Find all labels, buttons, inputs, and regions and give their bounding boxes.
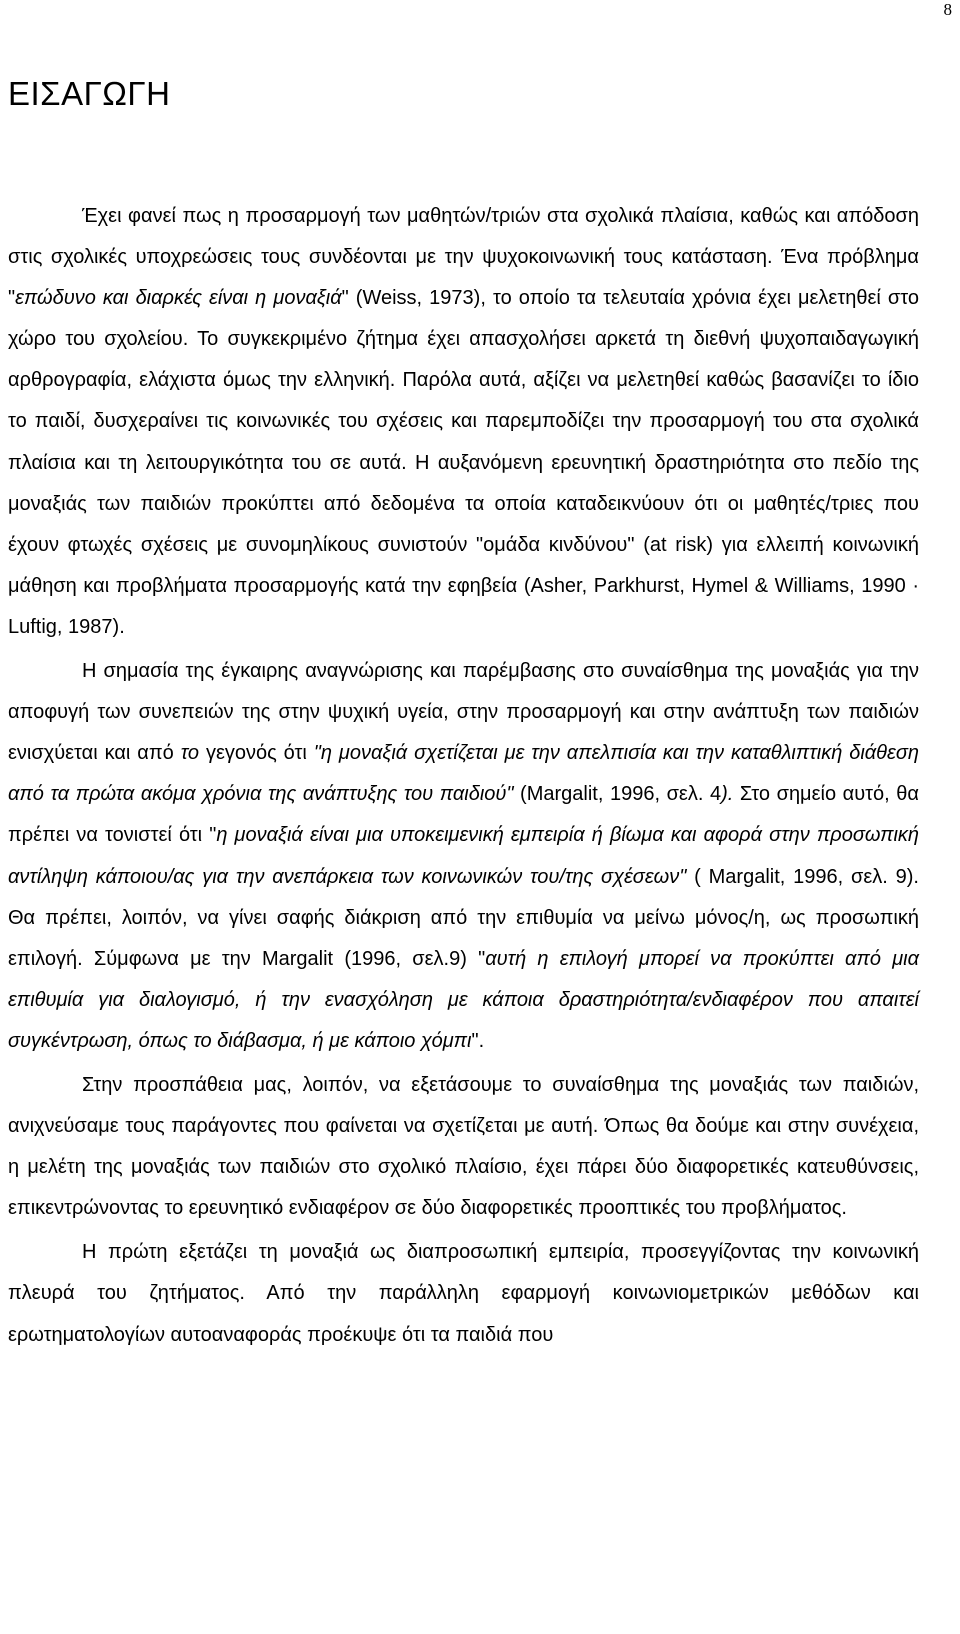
paragraph — [8, 196, 919, 648]
paragraph — [8, 1232, 919, 1355]
text-run: γεγονός ότι — [199, 742, 314, 765]
text-run: Η σημασία της έγκαιρης αναγνώρισης και παρέμβασης στο συναίσθημα της μοναξιάς για την αποφυγή των συνεπειών της στην ψυχική υγεία, στην προσαρμογή και στην ανάπτυξη των παιδιών ενισχύεται και από — [8, 660, 919, 765]
paragraph — [8, 1065, 919, 1229]
text-run: Στο σημείο αυτό, θα πρέπει να τονιστεί ότι " — [8, 783, 919, 847]
text-run: Η πρώτη εξετάζει τη μοναξιά ως διαπροσωπική εμπειρία, προσεγγίζοντας την κοινωνική πλευρά του ζητήματος. Από την παράλληλη εφαρμογή κοινωνιομετρικών μεθόδων και ερωτηματολογίων αυτοαναφοράς προέκυψε ότι τα παιδιά που — [8, 1241, 919, 1346]
italic-text-run: "η μοναξιά σχετίζεται με την απελπισία και την καταθλιπτική διάθεση από τα πρώτα ακόμα χρόνια της ανάπτυξης του παιδιού" — [8, 742, 919, 806]
italic-text-run: αυτή η επιλογή μπορεί να προκύπτει από μια επιθυμία για διαλογισμό, ή την ενασχόληση με κάποια δραστηριότητα/ενδιαφέρον που απαιτεί συγκέντρωση, όπως το διάβασμα, ή με κάποιο χόμπι — [8, 947, 919, 1052]
page-number: 8 — [943, 0, 952, 19]
text-run: ( Margalit, 1996, σελ. 9). Θα πρέπει, λοιπόν, να γίνει σαφής διάκριση από την επιθυμία να μείνω μόνος/η, ως προσωπική επιλογή. Σύμφωνα με την Margalit (1996, σελ.9) " — [8, 865, 919, 970]
body-text — [8, 196, 919, 1356]
italic-text-run: ). — [721, 783, 734, 806]
section-heading: ΕΙΣΑΓΩΓΗ — [8, 75, 171, 112]
italic-text-run: επώδυνο και διαρκές είναι η μοναξιά — [15, 287, 342, 310]
paragraph — [8, 651, 919, 1062]
text-run: ". — [471, 1029, 485, 1052]
text-run: (Margalit, 1996, σελ. 4 — [513, 783, 722, 806]
text-run: " (Weiss, 1973), το οποίο τα τελευταία χρόνια έχει μελετηθεί στο χώρο του σχολείου. Το συγκεκριμένο ζήτημα έχει απασχολήσει αρκετά τη διεθνή ψυχοπαιδαγωγική αρθρογραφία, ελάχιστα όμως την ελληνική. Παρόλα αυτά, αξίζει να μελετηθεί καθώς βασανίζει το ίδιο το παιδί, δυσχεραίνει τις κοινωνικές του σχέσεις και παρεμποδίζει την προσαρμογή του στα σχολικά πλαίσια και τη λειτουργικότητα του σε αυτά. Η αυξανόμενη ερευνητική δραστηριότητα στο πεδίο της μοναξιάς των παιδιών προκύπτει από δεδομένα τα οποία καταδεικνύουν ότι οι μαθητές/τριες που έχουν φτωχές σχέσεις με συνομηλίκους συνιστούν "ομάδα κινδύνου" (at risk) για ελλειπή κοινωνική μάθηση και προβλήματα προσαρμογής κατά την εφηβεία (Asher, Parkhurst, Hymel & Williams, 1990 · Luftig, 1987). — [8, 287, 919, 638]
text-run: Έχει φανεί πως η προσαρμογή των μαθητών/τριών στα σχολικά πλαίσια, καθώς και απόδοση στις σχολικές υποχρεώσεις τους συνδέονται με την ψυχοκοινωνική τους κατάσταση. Ένα πρόβλημα " — [8, 205, 919, 310]
italic-text-run: το — [180, 742, 200, 765]
text-run: Στην προσπάθεια μας, λοιπόν, να εξετάσουμε το συναίσθημα της μοναξιάς των παιδιών, ανιχνεύσαμε τους παράγοντες που φαίνεται να σχετίζεται με αυτή. Όπως θα δούμε και στην συνέχεια, η μελέτη της μοναξιάς των παιδιών στο σχολικό πλαίσιο, έχει πάρει δύο διαφορετικές κατευθύνσεις, επικεντρώνοντας το ερευνητικό ενδιαφέρον σε δύο διαφορετικές προοπτικές του προβλήματος. — [8, 1073, 919, 1220]
italic-text-run: η μοναξιά είναι μια υποκειμενική εμπειρία ή βίωμα και αφορά στην προσωπική αντίληψη κάποιου/ας για την ανεπάρκεια των κοινωνικών του/της σχέσεων" — [8, 824, 920, 888]
